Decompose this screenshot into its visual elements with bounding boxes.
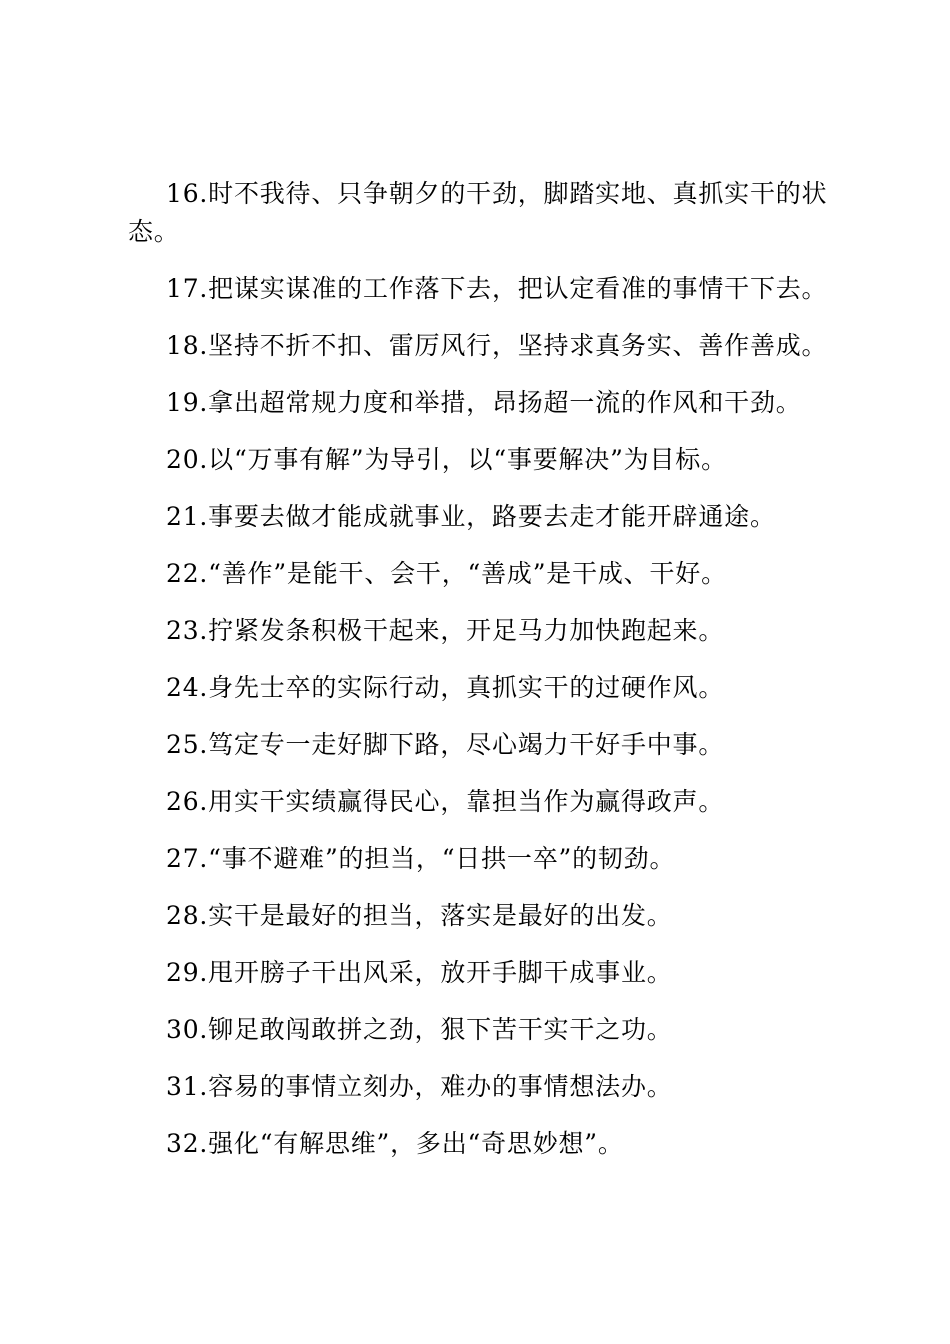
list-item: 17.把谋实谋准的工作落下去，把认定看准的事情干下去。	[166, 274, 828, 303]
list-item: 22.“善作”是能干、会干，“善成”是干成、干好。	[166, 559, 727, 588]
list-item: 28.实干是最好的担当，落实是最好的出发。	[166, 901, 673, 930]
list-item: 19.拿出超常规力度和举措，昂扬超一流的作风和干劲。	[166, 388, 802, 417]
list-item: 16.时不我待、只争朝夕的干劲，脚踏实地、真抓实干的状态。	[128, 179, 828, 246]
list-item: 20.以“万事有解”为导引，以“事要解决”为目标。	[166, 445, 727, 474]
list-item: 21.事要去做才能成就事业，路要去走才能开辟通途。	[166, 502, 776, 531]
list-item: 24.身先士卒的实际行动，真抓实干的过硬作风。	[166, 673, 725, 702]
list-item: 23.拧紧发条积极干起来，开足马力加快跑起来。	[166, 616, 725, 645]
list-item: 29.甩开膀子干出风采，放开手脚干成事业。	[166, 958, 673, 987]
list-item: 31.容易的事情立刻办，难办的事情想法办。	[166, 1072, 673, 1101]
list-item: 32.强化“有解思维”，多出“奇思妙想”。	[166, 1129, 624, 1158]
list-item: 18.坚持不折不扣、雷厉风行，坚持求真务实、善作善成。	[166, 331, 828, 360]
list-item: 27.“事不避难”的担当，“日拱一卒”的韧劲。	[166, 844, 676, 873]
list-item: 26.用实干实绩赢得民心，靠担当作为赢得政声。	[166, 787, 725, 816]
list-item: 25.笃定专一走好脚下路，尽心竭力干好手中事。	[166, 730, 725, 759]
phrase-list	[128, 175, 843, 1163]
list-item: 30.铆足敢闯敢拼之劲，狠下苦干实干之功。	[166, 1015, 673, 1044]
